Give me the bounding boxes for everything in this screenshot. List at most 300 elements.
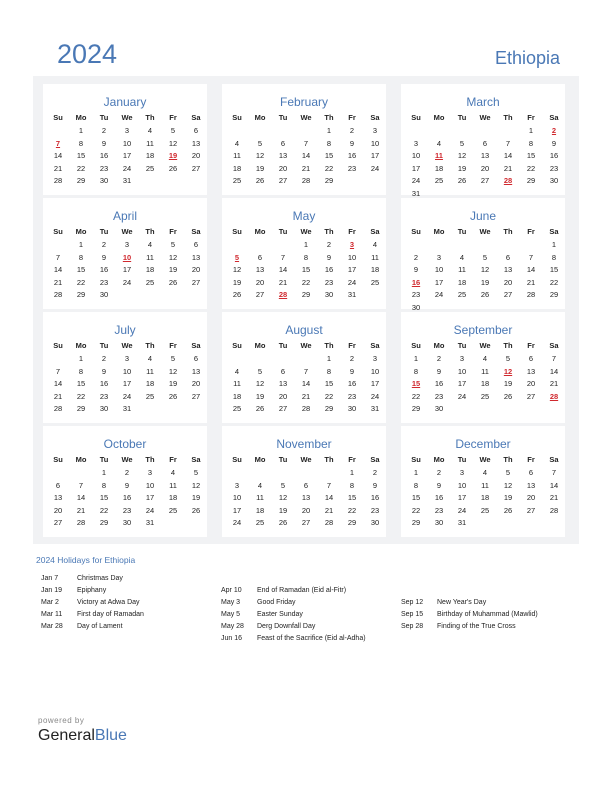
day-cell: 9 xyxy=(551,138,557,148)
day-cell: 14 xyxy=(301,151,311,160)
day-cell: 25 xyxy=(434,176,444,185)
day-cell: 16 xyxy=(370,493,380,502)
month-title: October xyxy=(103,437,147,451)
day-cell: 23 xyxy=(99,391,109,401)
weekday-header: Th xyxy=(324,341,334,350)
day-cell: 25 xyxy=(145,277,155,287)
holiday-date: Apr 10 xyxy=(221,587,242,594)
day-cell: 15 xyxy=(324,151,334,160)
weekday-header: We xyxy=(300,113,312,122)
day-cell: 8 xyxy=(413,366,419,376)
day-cell: 29 xyxy=(76,290,86,299)
day-cell: 31 xyxy=(122,404,132,413)
day-cell: 2 xyxy=(436,354,442,363)
day-cell: 8 xyxy=(78,138,84,148)
day-cell: 23 xyxy=(324,277,334,287)
holiday-name: Feast of the Sacrifice (Eid al-Adha) xyxy=(257,635,366,642)
day-cell: 18 xyxy=(255,505,265,515)
holiday-date: Mar 2 xyxy=(41,599,59,606)
day-cell: 31 xyxy=(347,290,357,299)
day-cell: 10 xyxy=(232,493,242,502)
day-cell: 26 xyxy=(168,391,178,401)
day-cell: 22 xyxy=(411,391,421,401)
day-cell: 29 xyxy=(411,518,421,527)
holiday-date: Jan 19 xyxy=(41,587,63,594)
day-cell: 10 xyxy=(122,138,132,148)
day-cell: 15 xyxy=(526,151,536,160)
day-cell: 15 xyxy=(99,493,109,502)
holiday-day-cell: 28 xyxy=(549,391,559,401)
day-cell: 24 xyxy=(122,277,132,287)
day-cell: 2 xyxy=(372,468,378,477)
weekday-header: Mo xyxy=(433,341,445,350)
weekday-header: Su xyxy=(53,113,63,122)
holiday-day-cell: 7 xyxy=(55,138,61,148)
day-cell: 9 xyxy=(326,252,332,262)
weekday-header: Fr xyxy=(169,113,177,122)
day-cell: 25 xyxy=(232,404,242,413)
weekday-header: Tu xyxy=(99,113,109,122)
day-cell: 14 xyxy=(278,265,288,274)
day-cell: 4 xyxy=(147,354,153,363)
powered-by-text: powered by xyxy=(38,716,85,725)
day-cell: 20 xyxy=(191,265,201,274)
day-cell: 26 xyxy=(480,290,490,299)
weekday-header: Fr xyxy=(348,341,356,350)
holiday-date: May 5 xyxy=(221,611,241,618)
weekday-header: Sa xyxy=(191,113,201,122)
day-cell: 12 xyxy=(255,379,265,388)
weekday-header: Fr xyxy=(348,113,356,122)
day-cell: 20 xyxy=(191,151,201,160)
day-cell: 4 xyxy=(482,354,488,363)
day-cell: 5 xyxy=(505,354,511,363)
day-cell: 6 xyxy=(280,366,286,376)
month-august xyxy=(222,312,386,423)
day-cell: 3 xyxy=(459,468,465,477)
holiday-day-cell: 16 xyxy=(411,277,421,287)
day-cell: 7 xyxy=(78,480,84,490)
day-cell: 2 xyxy=(101,354,107,363)
day-cell: 29 xyxy=(301,290,311,299)
day-cell: 31 xyxy=(122,176,132,185)
weekday-header: Th xyxy=(503,113,513,122)
day-cell: 1 xyxy=(413,468,419,477)
day-cell: 7 xyxy=(326,480,332,490)
day-cell: 10 xyxy=(457,366,467,376)
day-cell: 4 xyxy=(372,240,378,249)
day-cell: 30 xyxy=(99,176,109,185)
day-cell: 11 xyxy=(233,379,241,388)
day-cell: 10 xyxy=(145,480,155,490)
day-cell: 27 xyxy=(191,391,201,401)
day-cell: 13 xyxy=(53,493,63,502)
weekday-header: Su xyxy=(232,113,242,122)
day-cell: 18 xyxy=(145,379,155,388)
day-cell: 9 xyxy=(372,480,378,490)
day-cell: 7 xyxy=(303,366,309,376)
day-cell: 4 xyxy=(436,138,442,148)
day-cell: 1 xyxy=(349,468,355,477)
day-cell: 11 xyxy=(481,366,489,376)
day-cell: 16 xyxy=(99,379,109,388)
weekday-header: Sa xyxy=(370,455,380,464)
weekday-header: Sa xyxy=(370,341,380,350)
day-cell: 20 xyxy=(278,163,288,173)
day-cell: 11 xyxy=(458,265,466,274)
holiday-name: Victory at Adwa Day xyxy=(77,599,140,606)
day-cell: 4 xyxy=(482,468,488,477)
day-cell: 20 xyxy=(278,391,288,401)
day-cell: 4 xyxy=(234,366,240,376)
weekday-header: Su xyxy=(411,455,421,464)
weekday-header: Mo xyxy=(75,227,87,236)
day-cell: 8 xyxy=(326,366,332,376)
weekday-header: Tu xyxy=(457,113,467,122)
day-cell: 17 xyxy=(411,163,421,173)
day-cell: 12 xyxy=(278,493,288,502)
weekday-header: Sa xyxy=(549,455,559,464)
holiday-day-cell: 2 xyxy=(551,126,557,135)
page-title-year: 2024 xyxy=(57,39,118,69)
day-cell: 18 xyxy=(434,163,444,173)
day-cell: 19 xyxy=(168,265,178,274)
day-cell: 23 xyxy=(434,505,444,515)
day-cell: 6 xyxy=(505,252,511,262)
weekday-header: Th xyxy=(503,227,513,236)
day-cell: 14 xyxy=(53,379,63,388)
day-cell: 27 xyxy=(53,518,63,527)
day-cell: 29 xyxy=(411,404,421,413)
weekday-header: We xyxy=(121,227,133,236)
holiday-date: Mar 28 xyxy=(41,623,63,630)
day-cell: 14 xyxy=(526,265,536,274)
weekday-header: Fr xyxy=(169,341,177,350)
day-cell: 4 xyxy=(147,126,153,135)
day-cell: 5 xyxy=(170,240,176,249)
day-cell: 30 xyxy=(549,176,559,185)
day-cell: 28 xyxy=(76,518,86,527)
day-cell: 5 xyxy=(459,138,465,148)
day-cell: 14 xyxy=(53,265,63,274)
month-title: July xyxy=(114,323,136,337)
day-cell: 29 xyxy=(99,518,109,527)
day-cell: 12 xyxy=(255,151,265,160)
day-cell: 23 xyxy=(549,163,559,173)
day-cell: 24 xyxy=(145,505,155,515)
day-cell: 3 xyxy=(124,240,130,249)
day-cell: 29 xyxy=(76,176,86,185)
weekday-header: Mo xyxy=(254,455,266,464)
day-cell: 1 xyxy=(326,354,332,363)
day-cell: 6 xyxy=(280,138,286,148)
day-cell: 22 xyxy=(411,505,421,515)
day-cell: 18 xyxy=(145,151,155,160)
day-cell: 5 xyxy=(257,138,263,148)
day-cell: 15 xyxy=(76,151,86,160)
weekday-header: We xyxy=(121,113,133,122)
day-cell: 27 xyxy=(526,505,536,515)
month-february xyxy=(222,84,386,195)
weekday-header: Th xyxy=(324,227,334,236)
day-cell: 12 xyxy=(168,138,178,148)
day-cell: 4 xyxy=(234,138,240,148)
day-cell: 13 xyxy=(503,265,513,274)
day-cell: 20 xyxy=(503,277,513,287)
day-cell: 2 xyxy=(349,126,355,135)
day-cell: 23 xyxy=(434,391,444,401)
weekday-header: We xyxy=(121,341,133,350)
day-cell: 26 xyxy=(168,163,178,173)
holiday-date: Sep 15 xyxy=(401,611,424,618)
month-march xyxy=(401,84,565,198)
day-cell: 5 xyxy=(170,126,176,135)
day-cell: 7 xyxy=(280,252,286,262)
day-cell: 5 xyxy=(505,468,511,477)
holiday-name: End of Ramadan (Eid al-Fitr) xyxy=(257,587,347,594)
day-cell: 29 xyxy=(347,518,357,527)
day-cell: 27 xyxy=(278,176,288,185)
holiday-name: Epiphany xyxy=(77,587,107,594)
day-cell: 7 xyxy=(505,138,511,148)
day-cell: 10 xyxy=(370,138,380,148)
holiday-day-cell: 5 xyxy=(234,252,240,262)
day-cell: 21 xyxy=(324,505,334,515)
day-cell: 25 xyxy=(255,518,265,527)
month-july xyxy=(43,312,207,423)
day-cell: 12 xyxy=(503,480,513,490)
day-cell: 7 xyxy=(551,468,557,477)
day-cell: 15 xyxy=(301,265,311,274)
day-cell: 12 xyxy=(168,252,178,262)
day-cell: 10 xyxy=(347,252,357,262)
day-cell: 22 xyxy=(526,163,536,173)
month-december xyxy=(401,426,565,537)
day-cell: 16 xyxy=(549,151,559,160)
day-cell: 16 xyxy=(347,151,357,160)
day-cell: 28 xyxy=(301,176,311,185)
day-cell: 8 xyxy=(101,480,107,490)
day-cell: 29 xyxy=(549,290,559,299)
day-cell: 6 xyxy=(193,240,199,249)
day-cell: 25 xyxy=(232,176,242,185)
day-cell: 6 xyxy=(528,354,534,363)
weekday-header: Mo xyxy=(75,455,87,464)
day-cell: 14 xyxy=(76,493,86,502)
day-cell: 28 xyxy=(53,176,63,185)
holiday-day-cell: 3 xyxy=(349,240,355,249)
brand-general: General xyxy=(38,727,95,744)
weekday-header: Tu xyxy=(278,341,288,350)
weekday-header: We xyxy=(479,227,491,236)
holiday-date: Jan 7 xyxy=(41,575,59,582)
country-name: Ethiopia xyxy=(494,48,560,68)
day-cell: 14 xyxy=(301,379,311,388)
day-cell: 29 xyxy=(324,404,334,413)
generalblue-logo[interactable] xyxy=(38,727,127,745)
day-cell: 20 xyxy=(255,277,265,287)
day-cell: 1 xyxy=(101,468,107,477)
day-cell: 11 xyxy=(146,138,154,148)
day-cell: 25 xyxy=(370,277,380,287)
day-cell: 10 xyxy=(457,480,467,490)
month-june xyxy=(401,198,565,312)
day-cell: 11 xyxy=(146,366,154,376)
weekday-header: Su xyxy=(53,227,63,236)
day-cell: 31 xyxy=(145,518,155,527)
day-cell: 5 xyxy=(193,468,199,477)
day-cell: 20 xyxy=(526,493,536,502)
day-cell: 5 xyxy=(280,480,286,490)
holidays-title: 2024 Holidays for Ethiopia xyxy=(36,555,136,565)
weekday-header: Fr xyxy=(527,455,535,464)
day-cell: 22 xyxy=(99,505,109,515)
holiday-day-cell: 11 xyxy=(435,151,443,160)
holiday-day-cell: 28 xyxy=(503,176,513,185)
day-cell: 16 xyxy=(434,493,444,502)
weekday-header: Tu xyxy=(278,227,288,236)
day-cell: 22 xyxy=(76,391,86,401)
day-cell: 30 xyxy=(347,404,357,413)
day-cell: 2 xyxy=(124,468,130,477)
month-april xyxy=(43,198,207,309)
day-cell: 17 xyxy=(457,493,467,502)
day-cell: 13 xyxy=(191,366,201,376)
holiday-date: Sep 12 xyxy=(401,599,424,606)
weekday-header: Mo xyxy=(433,227,445,236)
month-title: September xyxy=(453,323,513,337)
day-cell: 21 xyxy=(301,163,311,173)
day-cell: 27 xyxy=(278,404,288,413)
day-cell: 19 xyxy=(480,277,490,287)
day-cell: 24 xyxy=(122,391,132,401)
day-cell: 4 xyxy=(257,480,263,490)
day-cell: 29 xyxy=(324,176,334,185)
day-cell: 10 xyxy=(370,366,380,376)
day-cell: 27 xyxy=(526,391,536,401)
day-cell: 17 xyxy=(434,277,444,287)
day-cell: 9 xyxy=(349,366,355,376)
day-cell: 27 xyxy=(480,176,490,185)
day-cell: 26 xyxy=(503,391,513,401)
day-cell: 20 xyxy=(53,505,63,515)
month-title: May xyxy=(292,209,316,223)
day-cell: 18 xyxy=(457,277,467,287)
weekday-header: Mo xyxy=(254,227,266,236)
holiday-date: May 3 xyxy=(221,599,241,606)
weekday-header: Sa xyxy=(370,227,380,236)
day-cell: 2 xyxy=(436,468,442,477)
day-cell: 13 xyxy=(480,151,490,160)
day-cell: 26 xyxy=(278,518,288,527)
day-cell: 25 xyxy=(480,505,490,515)
day-cell: 21 xyxy=(526,277,536,287)
day-cell: 9 xyxy=(436,366,442,376)
day-cell: 17 xyxy=(232,505,242,515)
holiday-name: New Year's Day xyxy=(437,599,487,606)
weekday-header: Tu xyxy=(99,227,109,236)
day-cell: 24 xyxy=(457,505,467,515)
day-cell: 28 xyxy=(53,404,63,413)
day-cell: 23 xyxy=(411,290,421,299)
weekday-header: Mo xyxy=(75,341,87,350)
day-cell: 16 xyxy=(347,379,357,388)
day-cell: 1 xyxy=(551,240,557,249)
day-cell: 19 xyxy=(255,391,265,401)
day-cell: 22 xyxy=(324,163,334,173)
holiday-date: May 28 xyxy=(221,623,244,630)
day-cell: 20 xyxy=(301,505,311,515)
day-cell: 21 xyxy=(549,379,559,388)
holiday-day-cell: 12 xyxy=(503,366,513,376)
weekday-header: Tu xyxy=(278,113,288,122)
day-cell: 3 xyxy=(124,126,130,135)
holiday-name: First day of Ramadan xyxy=(77,611,144,618)
day-cell: 27 xyxy=(255,290,265,299)
day-cell: 22 xyxy=(347,505,357,515)
holiday-name: Finding of the True Cross xyxy=(437,623,516,630)
weekday-header: Th xyxy=(324,455,334,464)
day-cell: 1 xyxy=(78,240,84,249)
weekday-header: We xyxy=(300,455,312,464)
holiday-date: Jun 16 xyxy=(221,635,243,642)
day-cell: 17 xyxy=(457,379,467,388)
month-january xyxy=(43,84,207,195)
day-cell: 14 xyxy=(549,366,559,376)
day-cell: 5 xyxy=(482,252,488,262)
day-cell: 17 xyxy=(122,151,132,160)
month-title: November xyxy=(276,437,332,451)
day-cell: 9 xyxy=(101,138,107,148)
day-cell: 8 xyxy=(349,480,355,490)
day-cell: 22 xyxy=(76,277,86,287)
weekday-header: Th xyxy=(503,341,513,350)
weekday-header: Sa xyxy=(191,227,201,236)
day-cell: 1 xyxy=(326,126,332,135)
day-cell: 24 xyxy=(122,163,132,173)
day-cell: 31 xyxy=(457,518,467,527)
day-cell: 20 xyxy=(526,379,536,388)
day-cell: 12 xyxy=(480,265,490,274)
day-cell: 13 xyxy=(191,252,201,262)
day-cell: 4 xyxy=(147,240,153,249)
holiday-day-cell: 28 xyxy=(278,290,288,299)
day-cell: 22 xyxy=(301,277,311,287)
weekday-header: We xyxy=(300,227,312,236)
day-cell: 25 xyxy=(168,505,178,515)
day-cell: 15 xyxy=(324,379,334,388)
weekday-header: Tu xyxy=(457,455,467,464)
day-cell: 8 xyxy=(528,138,534,148)
weekday-header: Mo xyxy=(75,113,87,122)
weekday-header: Mo xyxy=(254,113,266,122)
weekday-header: Tu xyxy=(278,455,288,464)
month-title: December xyxy=(455,437,511,451)
day-cell: 3 xyxy=(459,354,465,363)
day-cell: 27 xyxy=(301,518,311,527)
day-cell: 21 xyxy=(278,277,288,287)
weekday-header: Mo xyxy=(254,341,266,350)
month-october xyxy=(43,426,207,537)
day-cell: 2 xyxy=(326,240,332,249)
day-cell: 19 xyxy=(503,493,513,502)
day-cell: 19 xyxy=(278,505,288,515)
day-cell: 27 xyxy=(191,163,201,173)
day-cell: 23 xyxy=(99,277,109,287)
day-cell: 23 xyxy=(122,505,132,515)
day-cell: 10 xyxy=(411,151,421,160)
day-cell: 22 xyxy=(324,391,334,401)
